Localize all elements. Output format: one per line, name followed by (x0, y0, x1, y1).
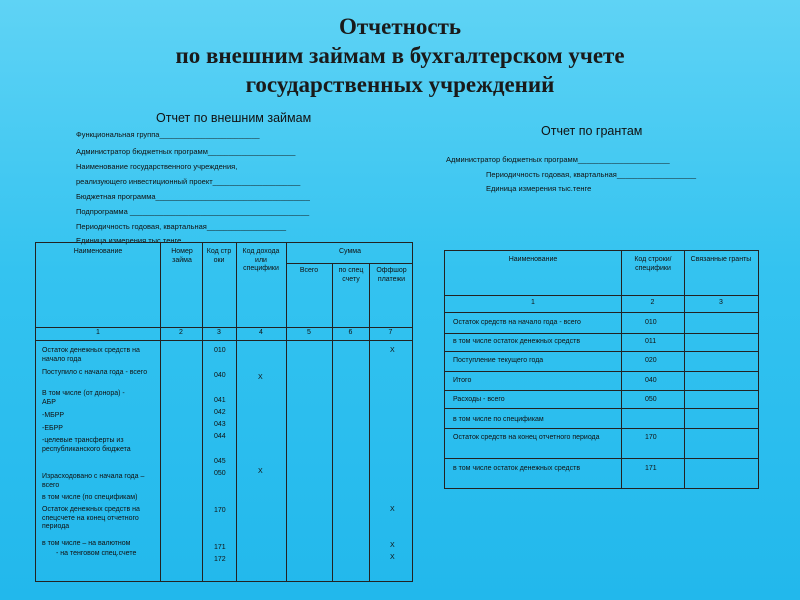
row-name: -ЕБРР (42, 425, 63, 432)
line-code: 040 (214, 372, 226, 379)
col-header-loan-no: Номер займа (171, 248, 193, 264)
grants-form-lines (446, 155, 766, 200)
loans-table (35, 242, 413, 582)
col-number: 2 (650, 299, 655, 306)
line-code: 044 (214, 433, 226, 440)
grant-row-code: 011 (645, 338, 657, 345)
line-code: 045 (214, 458, 226, 465)
col-header-line-code: Код стр оки (206, 248, 232, 264)
grant-row-name: в том числе остаток денежных средств (453, 338, 581, 345)
grant-row-code: 020 (645, 357, 657, 364)
grants-report-heading: Отчет по грантам (541, 124, 643, 138)
col-header-total: Всего (299, 267, 319, 274)
x-mark: X (390, 554, 395, 561)
row-name: Остаток денежных средств на начало года (42, 347, 140, 363)
row-name: В том числе (от донора) - АБР (42, 390, 125, 406)
col-number: 3 (217, 329, 221, 336)
col-number: 7 (388, 329, 393, 336)
form-line: Администратор бюджетных программ_____________________ (76, 147, 296, 156)
row-name: Поступило с начала года - всего (42, 369, 148, 376)
loans-form-lines (76, 128, 346, 248)
row-name: -МБРР (42, 412, 65, 419)
x-mark: X (390, 542, 395, 549)
col-header-by-account: по спец счету (338, 267, 364, 283)
col-number: 4 (259, 329, 263, 336)
x-mark: X (390, 506, 395, 513)
grant-row-code: 040 (645, 377, 657, 384)
x-mark: X (258, 468, 263, 475)
form-line: Периодичность годовая, квартальная___________________ (76, 222, 287, 231)
form-line: реализующего инвестиционный проект_____________________ (76, 177, 301, 186)
col-number: 1 (96, 329, 100, 336)
loans-report-heading: Отчет по внешним займам (156, 111, 312, 125)
col-header-name: Наименование (508, 256, 558, 263)
grant-row-name: в том числе остаток денежных средств (453, 465, 581, 472)
form-line: Периодичность годовая, квартальная___________________ (486, 170, 697, 179)
line-code: 172 (214, 556, 226, 563)
form-line: Администратор бюджетных программ______________________ (446, 155, 670, 164)
form-line: Наименование государственного учреждения, (76, 162, 238, 171)
col-header-sum: Сумма (339, 248, 361, 255)
row-name: -целевые трансферты из республиканского бюджета (42, 437, 131, 453)
row-name: в том числе – на валютном (42, 540, 131, 547)
grant-row-code: 171 (645, 465, 657, 472)
grants-table (444, 250, 759, 489)
x-mark: X (390, 347, 395, 354)
line-code: 041 (214, 397, 226, 404)
col-number: 5 (307, 329, 311, 336)
line-code: 171 (214, 544, 226, 551)
form-line: Единица измерения тыс.тенге (486, 184, 592, 193)
line-code: 170 (214, 507, 226, 514)
col-number: 6 (348, 329, 353, 336)
x-mark: X (258, 374, 263, 381)
form-line: Подпрограмма ___________________________________________ (76, 207, 310, 216)
col-header-name: Наименование (73, 248, 123, 255)
grant-row-name: Расходы - всего (453, 396, 505, 403)
row-name: - на тенговом спец.счете (56, 550, 137, 557)
form-line: Единица измерения тыс.тенге (76, 236, 182, 245)
grant-row-name: Итого (453, 377, 472, 384)
col-header-offshore: Оффшор платежи (376, 267, 407, 283)
grant-row-name: Остаток средств на конец отчетного периода (453, 434, 600, 441)
line-code: 050 (214, 470, 226, 477)
col-number: 3 (719, 299, 723, 306)
col-header-code: Код строки/ специфики (634, 256, 672, 272)
line-code: 043 (214, 421, 226, 428)
grant-row-code: 010 (645, 319, 657, 326)
grant-row-name: Поступление текущего года (453, 357, 544, 364)
line-code: 010 (214, 347, 226, 354)
row-name: Израсходовано с начала года – всего (42, 473, 145, 489)
line-code: 042 (214, 409, 226, 416)
col-number: 2 (179, 329, 183, 336)
grant-row-name: в том числе по спецификам (453, 416, 544, 423)
row-name: в том числе (по спецификам) (42, 494, 138, 501)
col-number: 1 (531, 299, 535, 306)
form-line: Бюджетная программа_____________________________________ (76, 192, 310, 201)
title-line-3: государственных учреждений (245, 72, 555, 97)
grant-row-name: Остаток средств на начало года - всего (453, 319, 581, 326)
form-line: Функциональная группа________________________ (76, 130, 260, 139)
row-name: Остаток денежных средств на спецсчете на конец отчетного периода (42, 506, 140, 530)
title-line-2: по внешним займам в бухгалтерском учете (175, 43, 625, 68)
slide-title (0, 12, 800, 99)
grant-row-code: 050 (645, 396, 657, 403)
grant-row-code: 170 (645, 434, 657, 441)
col-header-linked: Связанные гранты (690, 256, 752, 263)
title-line-1: Отчетность (338, 14, 462, 39)
col-header-income-code: Код дохода или специфики (242, 248, 280, 272)
